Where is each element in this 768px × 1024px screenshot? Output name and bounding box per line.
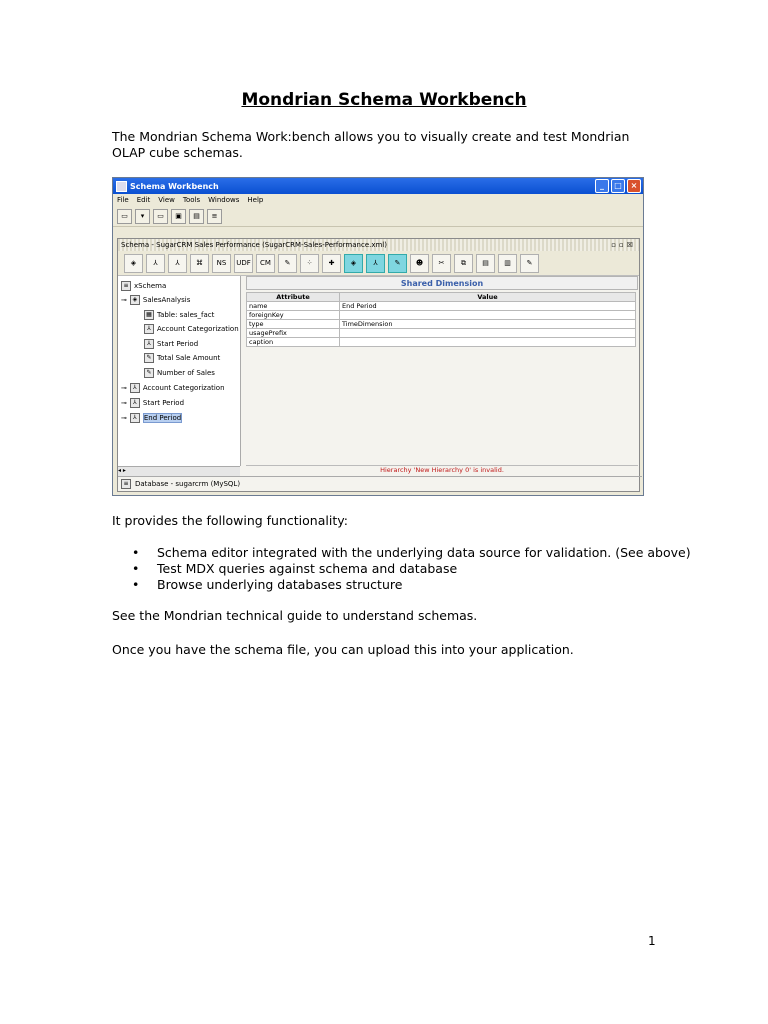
intro-paragraph: The Mondrian Schema Work:bench allows you to visually create and test Mondrian OLAP cube schemas. bbox=[112, 129, 630, 160]
add-dimension-icon[interactable]: ⅄ bbox=[146, 254, 165, 273]
expand-icon[interactable]: ⊸ bbox=[121, 384, 127, 392]
menu-edit[interactable]: Edit bbox=[136, 196, 151, 204]
add-calculated-member-icon[interactable]: CM bbox=[256, 254, 275, 273]
add-cube-icon[interactable]: ◈ bbox=[124, 254, 143, 273]
schema-window-title bbox=[118, 239, 639, 251]
add-level-icon[interactable]: ⁘ bbox=[300, 254, 319, 273]
table-row[interactable] bbox=[247, 329, 636, 338]
dimension-icon: ⅄ bbox=[130, 413, 140, 423]
database-icon: ≡ bbox=[121, 479, 131, 489]
schema-toolbar bbox=[118, 251, 639, 276]
expand-icon[interactable]: ⊸ bbox=[121, 399, 127, 407]
cube-icon: ◈ bbox=[130, 295, 140, 305]
add-hierarchy-icon[interactable]: ⌘ bbox=[190, 254, 209, 273]
add-named-set-icon[interactable]: NS bbox=[212, 254, 231, 273]
save-icon[interactable]: ▣ bbox=[171, 209, 186, 224]
edit-icon[interactable]: ✎ bbox=[520, 254, 539, 273]
window-titlebar bbox=[113, 178, 643, 194]
value-cell[interactable] bbox=[340, 311, 636, 320]
table-row[interactable] bbox=[247, 320, 636, 329]
upload-paragraph: Once you have the schema file, you can upload this into your application. bbox=[112, 642, 574, 657]
list-item: • Test MDX queries against schema and database bbox=[132, 561, 691, 577]
dimension-icon: ⅄ bbox=[130, 383, 140, 393]
paste-icon[interactable]: ▤ bbox=[476, 254, 495, 273]
validation-error: Hierarchy 'New Hierarchy 0' is invalid. bbox=[246, 465, 638, 476]
attribute-table bbox=[246, 292, 636, 347]
add-virtual-measure-icon[interactable]: ✎ bbox=[388, 254, 407, 273]
panel-header: Shared Dimension bbox=[246, 276, 638, 290]
page-number: 1 bbox=[648, 934, 656, 948]
main-toolbar bbox=[113, 206, 643, 227]
dimension-icon: ⅄ bbox=[144, 324, 154, 334]
list-item: • Schema editor integrated with the underlying data source for validation. (See above) bbox=[132, 545, 691, 561]
tree-node[interactable]: ≡ xSchema bbox=[121, 281, 166, 291]
tree-node[interactable]: ⊸ ◈ SalesAnalysis bbox=[121, 296, 191, 304]
minimize-icon[interactable]: _ bbox=[595, 179, 609, 193]
value-cell[interactable] bbox=[340, 338, 636, 347]
add-udf-icon[interactable]: UDF bbox=[234, 254, 253, 273]
measure-icon: ✎ bbox=[144, 368, 154, 378]
schema-internal-window bbox=[117, 238, 640, 492]
table-row[interactable] bbox=[247, 302, 636, 311]
value-cell[interactable]: End Period bbox=[340, 302, 636, 311]
window-title: Schema Workbench bbox=[130, 181, 219, 191]
internal-window-controls[interactable]: ▫▫☒ bbox=[611, 241, 636, 249]
save-as-icon[interactable]: ▤ bbox=[189, 209, 204, 224]
dropdown-icon[interactable]: ▾ bbox=[135, 209, 150, 224]
status-text: Database - sugarcrm (MySQL) bbox=[135, 480, 241, 488]
maximize-icon[interactable]: □ bbox=[611, 179, 625, 193]
jdbc-icon[interactable]: ≡ bbox=[207, 209, 222, 224]
attr-cell: foreignKey bbox=[247, 311, 340, 320]
tree-node[interactable]: ⊸ ⅄ Account Categorization bbox=[121, 384, 225, 392]
value-cell[interactable] bbox=[340, 329, 636, 338]
see-guide-paragraph: See the Mondrian technical guide to understand schemas. bbox=[112, 608, 478, 623]
table-row[interactable] bbox=[247, 338, 636, 347]
provides-paragraph: It provides the following functionality: bbox=[112, 513, 348, 528]
dimension-icon: ⅄ bbox=[144, 339, 154, 349]
schema-tree bbox=[118, 276, 241, 466]
menu-tools[interactable]: Tools bbox=[182, 196, 201, 204]
properties-panel bbox=[246, 276, 638, 476]
attr-cell: type bbox=[247, 320, 340, 329]
attr-cell: caption bbox=[247, 338, 340, 347]
table-row[interactable] bbox=[247, 311, 636, 320]
menu-file[interactable]: File bbox=[117, 196, 129, 204]
expand-icon[interactable]: ⊸ bbox=[121, 414, 127, 422]
app-icon bbox=[116, 181, 127, 192]
delete-icon[interactable]: ▥ bbox=[498, 254, 517, 273]
tree-node[interactable]: ✎ Number of Sales bbox=[144, 368, 215, 378]
status-bar bbox=[118, 476, 642, 491]
tree-node[interactable]: ✎ Total Sale Amount bbox=[144, 353, 220, 363]
add-virtual-dimension-icon[interactable]: ⅄ bbox=[366, 254, 385, 273]
tree-node-selected[interactable]: ⊸ ⅄ End Period bbox=[121, 414, 182, 422]
database-icon: ≡ bbox=[121, 281, 131, 291]
menu-bar bbox=[113, 194, 643, 206]
tree-node[interactable]: ⅄ Start Period bbox=[144, 339, 198, 349]
column-header: Value bbox=[340, 293, 636, 302]
menu-view[interactable]: View bbox=[158, 196, 175, 204]
add-dimension-usage-icon[interactable]: ⅄ bbox=[168, 254, 187, 273]
add-property-icon[interactable]: ✚ bbox=[322, 254, 341, 273]
attr-cell: name bbox=[247, 302, 340, 311]
add-measure-icon[interactable]: ✎ bbox=[278, 254, 297, 273]
attr-cell: usagePrefix bbox=[247, 329, 340, 338]
new-icon[interactable]: ▭ bbox=[117, 209, 132, 224]
expand-icon[interactable]: ⊸ bbox=[121, 296, 127, 304]
schema-workbench-screenshot bbox=[112, 177, 644, 496]
copy-icon[interactable]: ⧉ bbox=[454, 254, 473, 273]
schema-window-title-text: Schema - SugarCRM Sales Performance (SugarCRM-Sales-Performance.xml) bbox=[121, 241, 387, 249]
menu-help[interactable]: Help bbox=[247, 196, 264, 204]
menu-windows[interactable]: Windows bbox=[208, 196, 240, 204]
table-icon: ▦ bbox=[144, 310, 154, 320]
close-icon[interactable]: × bbox=[627, 179, 641, 193]
add-role-icon[interactable]: ☻ bbox=[410, 254, 429, 273]
value-cell[interactable]: TimeDimension bbox=[340, 320, 636, 329]
feature-list bbox=[132, 545, 691, 593]
tree-node[interactable]: ▦ Table: sales_fact bbox=[144, 310, 214, 320]
dimension-icon: ⅄ bbox=[130, 398, 140, 408]
measure-icon: ✎ bbox=[144, 353, 154, 363]
add-virtual-cube-icon[interactable]: ◈ bbox=[344, 254, 363, 273]
open-icon[interactable]: ▭ bbox=[153, 209, 168, 224]
tree-horizontal-scrollbar[interactable]: ◂ ▸ bbox=[118, 466, 240, 476]
tree-node[interactable]: ⊸ ⅄ Start Period bbox=[121, 399, 185, 407]
column-header: Attribute bbox=[247, 293, 340, 302]
list-item: • Browse underlying databases structure bbox=[132, 577, 691, 593]
cut-icon[interactable]: ✂ bbox=[432, 254, 451, 273]
page-title: Mondrian Schema Workbench bbox=[241, 90, 527, 110]
tree-node[interactable]: ⅄ Account Categorization bbox=[144, 324, 239, 334]
